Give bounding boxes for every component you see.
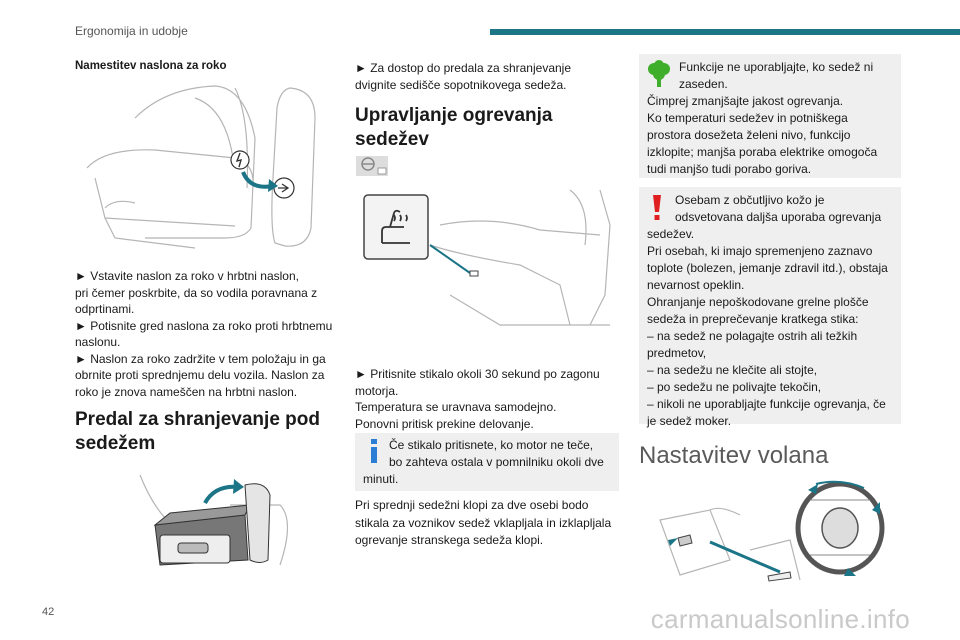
armrest-step-2: ► Potisnite gred naslona za roko proti hrbtnemu xyxy=(75,318,333,333)
warning-line8: sedeža in preprečevanje kratkega stika: xyxy=(647,312,859,326)
heating-off-text: Ponovni pritisk prekine delovanje. xyxy=(355,416,534,431)
storage-step-1: ► Za dostop do predala za shranjevanje xyxy=(355,61,572,75)
heating-auto-text: Temperatura se uravnava samodejno. xyxy=(355,400,557,414)
storage-step-1b: dvignite sedišče sopotnikovega sedeža. xyxy=(355,77,567,92)
page-number: 42 xyxy=(42,606,55,618)
warning-line7: Ohranjanje nepoškodovane grelne plošče xyxy=(647,295,869,309)
eco-line3: Čimprej zmanjšajte jakost ogrevanja. xyxy=(647,94,844,108)
steering-wheel-icon xyxy=(356,156,388,176)
info-note-line1: Če stikalo pritisnete, ko motor ne teče, xyxy=(389,438,594,452)
storage-drawer-title-line2: sedežem xyxy=(75,433,156,454)
warning-line6: nevarnost opeklin. xyxy=(647,278,745,292)
eco-line6: izklopite; manjša poraba elektrike omogoča xyxy=(647,145,878,159)
bench-seat-text-3: ogrevanje stranskega sedeža klopi. xyxy=(355,533,544,547)
warning-line4: Pri osebah, ki imajo spremenjeno zaznavo xyxy=(647,244,873,258)
warning-line14: je sedež moker. xyxy=(647,414,732,428)
bench-seat-text-2: stikala za voznikov sedež vklapljala in izklapljala xyxy=(355,515,612,530)
armrest-step-1b: pri čemer poskrbite, da so vodila poravnana z xyxy=(75,285,318,300)
warning-line3: sedežev. xyxy=(647,227,695,241)
heating-step-1b: motorja. xyxy=(355,383,399,398)
armrest-step-3b: obrnite proti sprednjemu delu vozila. Naslon za xyxy=(75,368,325,382)
armrest-step-1c: odprtinami. xyxy=(75,302,135,316)
armrest-step-2b: naslonu. xyxy=(75,335,121,349)
eco-line5: prostora dosežeta želeni nivo, funkcijo xyxy=(647,128,851,142)
storage-drawer-title-line1: Predal za shranjevanje pod xyxy=(75,409,320,430)
eco-line1: Funkcije ne uporabljajte, ko sedež ni xyxy=(679,60,874,74)
info-note-line3: minuti. xyxy=(363,472,399,486)
seat-heating-illustration xyxy=(360,185,620,335)
header-accent-bar xyxy=(490,29,960,35)
bench-seat-text-1: Pri sprednji sedežni klopi za dve osebi bodo xyxy=(355,498,589,512)
armrest-step-1: ► Vstavite naslon za roko v hrbtni naslon, xyxy=(75,269,299,283)
armrest-pin-icon xyxy=(231,151,294,198)
armrest-heading: Namestitev naslona za roko xyxy=(75,60,227,72)
eco-note xyxy=(639,54,901,178)
storage-drawer-illustration xyxy=(130,465,300,575)
warning-line12: – po sedežu ne polivajte tekočin, xyxy=(647,380,822,394)
warning-line5: toplote (bolezen, jemanje zdravil itd.), obstaja xyxy=(647,261,888,275)
heating-step-1: ► Pritisnite stikalo okoli 30 sekund po zagonu xyxy=(355,367,600,381)
armrest-illustration xyxy=(75,78,335,258)
seat-heating-title-line2: sedežev xyxy=(355,129,429,150)
section-header: Ergonomija in udobje xyxy=(75,24,188,38)
warning-line9: – na sedež ne polagajte ostrih ali težkih xyxy=(647,329,858,343)
warning-line10: predmetov, xyxy=(647,346,707,360)
steering-adjust-title: Nastavitev volana xyxy=(639,442,829,469)
eco-line2: zaseden. xyxy=(679,77,728,91)
armrest-step-3c: roko je znova nameščen na hrbtni naslon. xyxy=(75,384,298,399)
warning-line13: – nikoli ne uporabljajte funkcije ogrevanja, če xyxy=(647,397,886,411)
armrest-step-3: ► Naslon za roko zadržite v tem položaju in ga xyxy=(75,351,326,366)
seat-heating-title-line1: Upravljanje ogrevanja xyxy=(355,105,553,126)
info-note-line2: bo zahteva ostala v pomnilniku okoli dve xyxy=(389,455,604,469)
warning-line11: – na sedežu ne klečite ali stojte, xyxy=(647,363,818,377)
warning-note xyxy=(639,187,901,428)
eco-line4: Ko temperaturi sedežev in potniškega xyxy=(647,111,848,125)
steering-adjust-illustration xyxy=(650,480,890,590)
warning-line1: Osebam z občutljivo kožo je xyxy=(675,193,825,207)
warning-line2: odsvetovana daljša uporaba ogrevanja xyxy=(675,210,882,224)
info-note xyxy=(355,433,619,491)
eco-line7: tudi manjšo tudi porabo goriva. xyxy=(647,162,812,176)
watermark: carmanualsonline.info xyxy=(650,604,910,634)
